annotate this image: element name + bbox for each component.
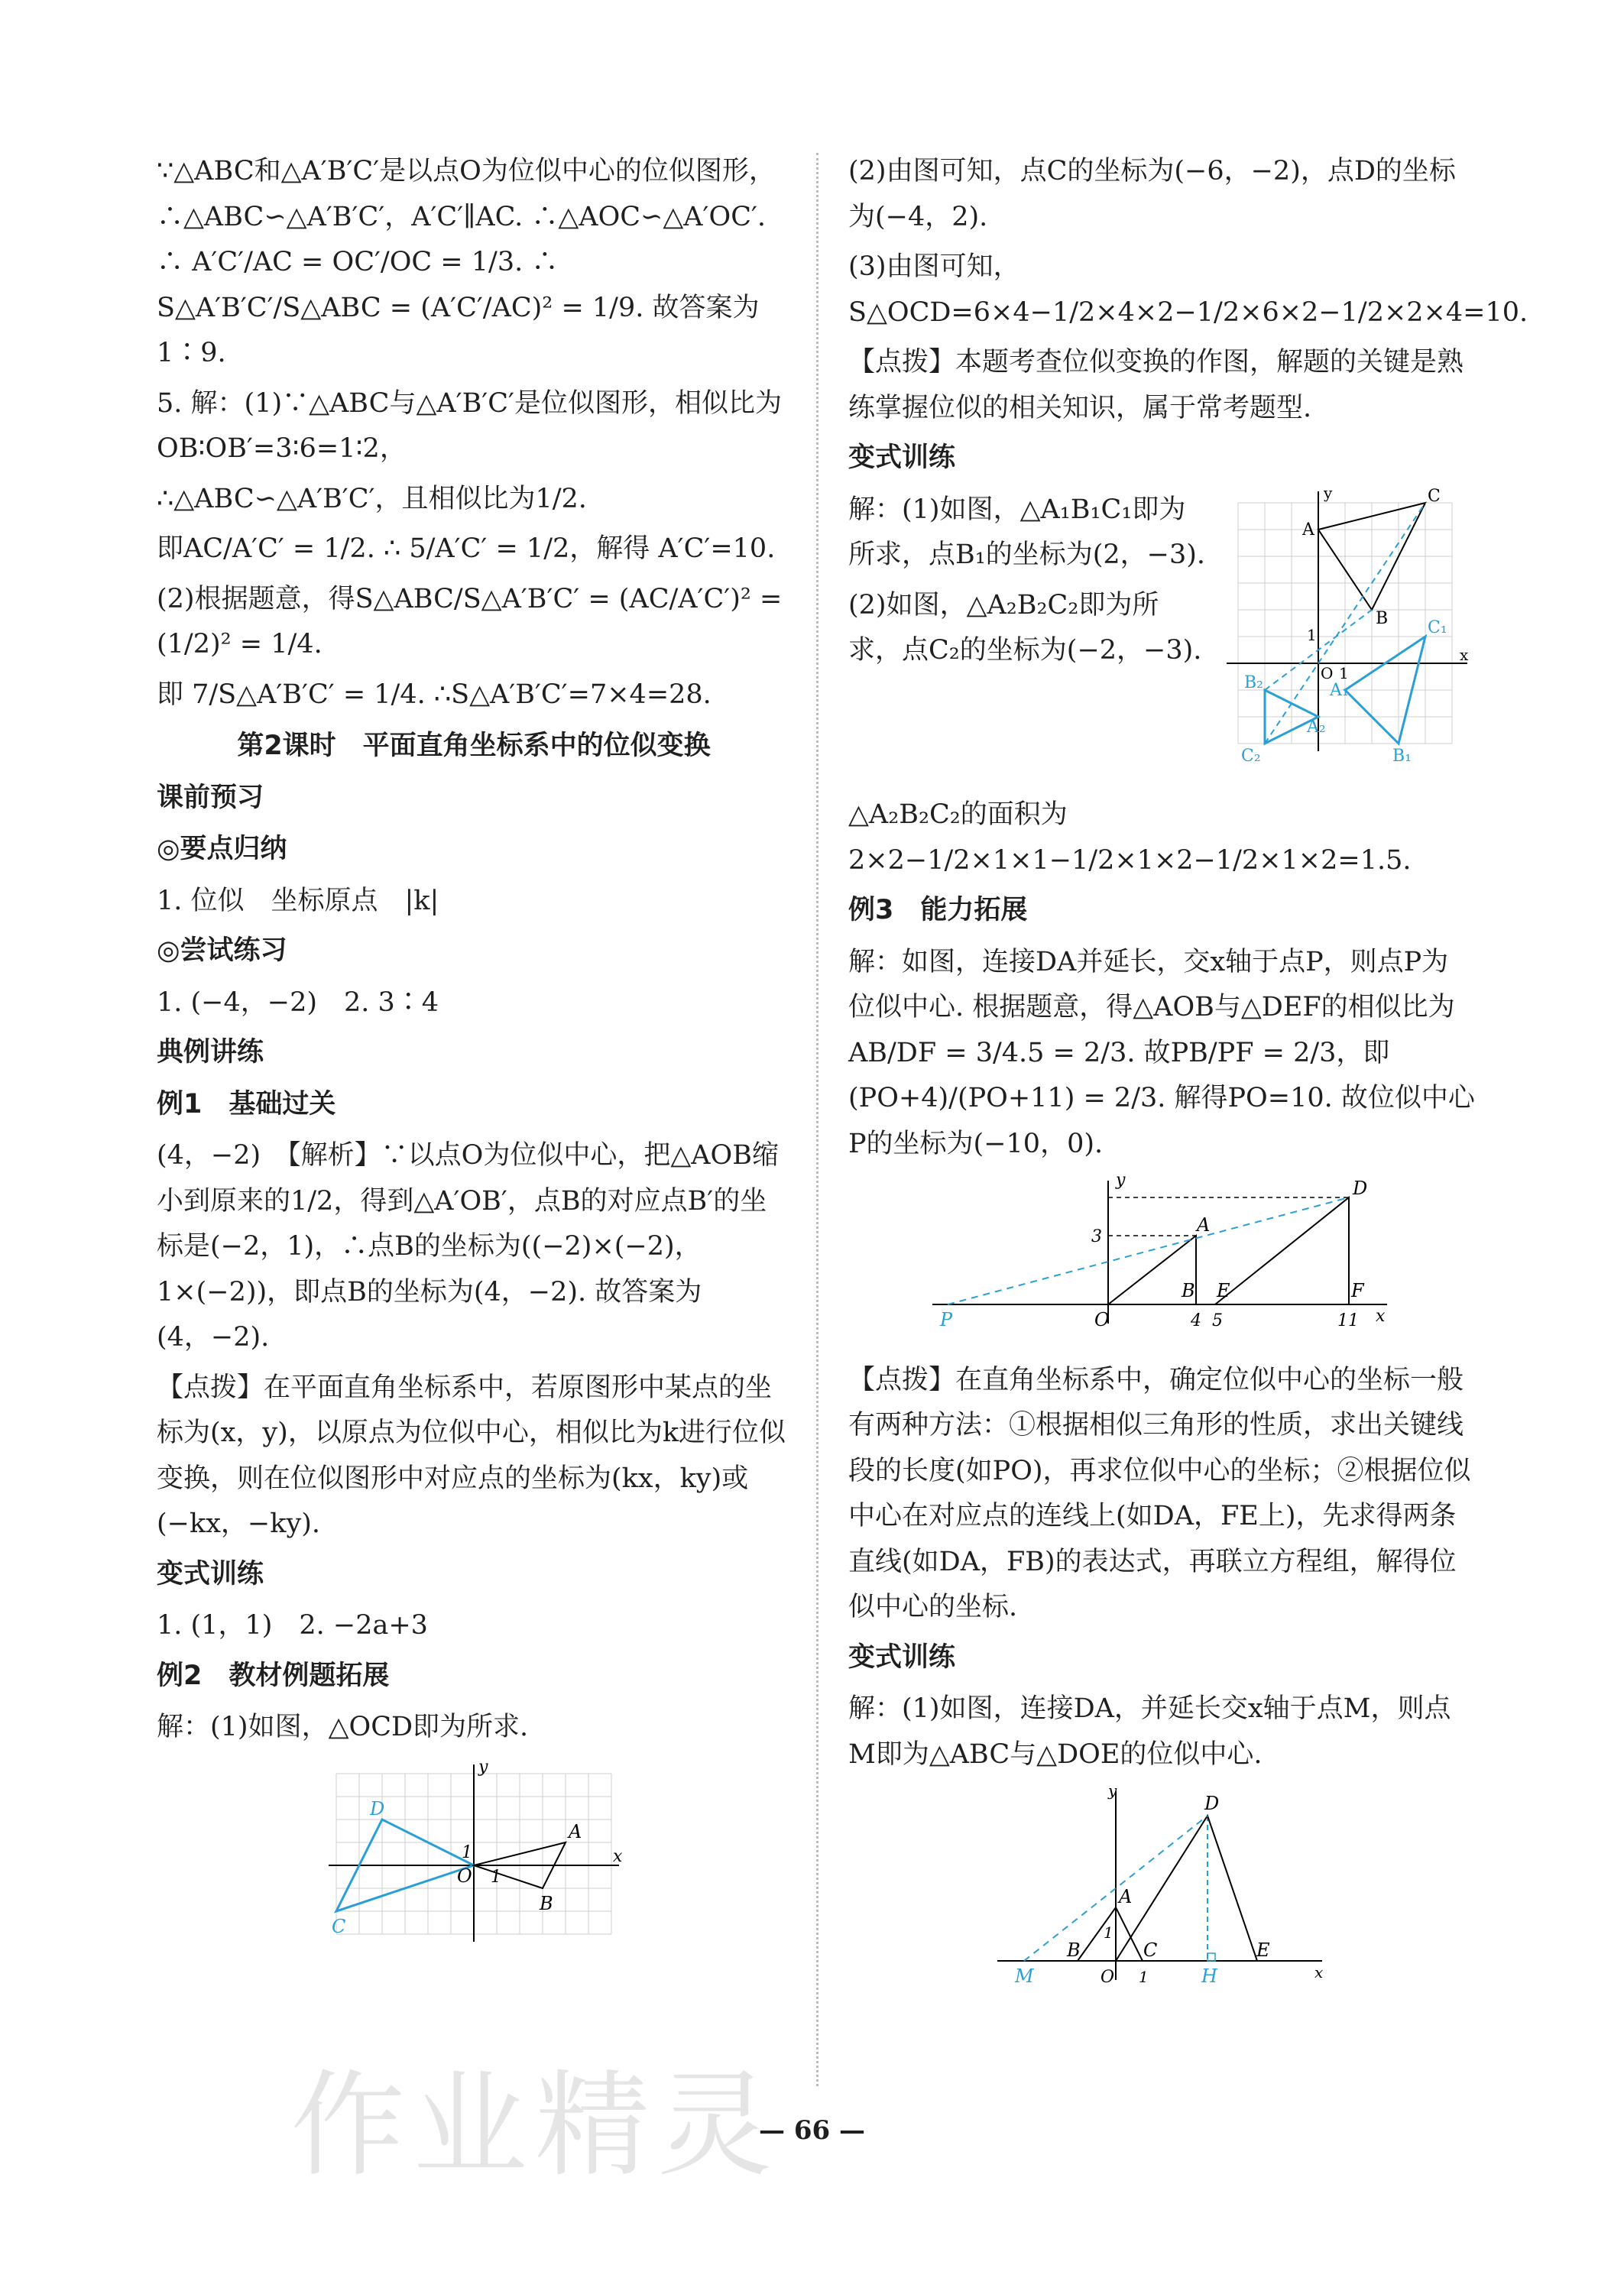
fig-m-d: D — [1204, 1793, 1220, 1814]
fig-m-one-y: 1 — [1104, 1923, 1113, 1942]
fig-m-x: x — [1314, 1963, 1324, 1982]
fig-m-o: O — [1100, 1968, 1115, 1987]
fig-ocd-y: y — [478, 1758, 488, 1777]
fig-ocd-o: O — [457, 1865, 472, 1887]
variant-2-part2: (2)如图，△A₂B₂C₂即为所求，点C₂的坐标为(−2，−3). — [848, 589, 1202, 666]
key-point-1: 1. 位似 坐标原点 |k| — [157, 885, 439, 916]
fig-p-y: y — [1116, 1175, 1126, 1190]
fig-grid-b: B — [1376, 608, 1389, 628]
figure-p — [925, 1175, 1399, 1350]
example-3-title: 例3 能力拓展 — [848, 895, 1028, 925]
try-answers: 1. (−4，−2) 2. 3∶4 — [157, 987, 439, 1018]
fig-grid-b2: B₂ — [1244, 672, 1263, 692]
fig-ocd-a: A — [569, 1820, 582, 1842]
fig-p-o: O — [1094, 1309, 1110, 1330]
fig-grid-c1: C₁ — [1428, 617, 1447, 637]
fig-p-3: 3 — [1091, 1227, 1102, 1246]
variant-1-answers: 1. (1，1) 2. −2a+3 — [157, 1610, 428, 1641]
variant-2-part1: 解：(1)如图，△A₁B₁C₁即为所求，点B₁的坐标为(2，−3). — [848, 494, 1206, 570]
fig-m-a: A — [1119, 1886, 1133, 1907]
fig-grid-o: O — [1321, 663, 1334, 682]
fig-grid-a1: A₁ — [1330, 680, 1349, 700]
figure-grid — [1223, 488, 1475, 793]
column-divider — [816, 153, 818, 2086]
fig-grid-y: y — [1324, 487, 1333, 502]
example-1-tip: 【点拨】在平面直角坐标系中，若原图形中某点的坐标为(x，y)，以原点为位似中心，相似比为k进行位似变换，则在位似图形中对应点的坐标为(kx，ky)或(−kx，−ky). — [157, 1372, 786, 1539]
ex2-part2: (2)由图可知，点C的坐标为(−6，−2)，点D的坐标为(−4，2). — [848, 156, 1456, 232]
fig-grid-x: x — [1460, 645, 1469, 664]
fig-m-one-x: 1 — [1139, 1968, 1149, 1986]
fig-grid-c: C — [1428, 487, 1441, 506]
fig-p-x: x — [1376, 1307, 1386, 1326]
fig-grid-b1: B₁ — [1392, 746, 1412, 766]
figure-m — [994, 1785, 1330, 2007]
variant-2-area: △A₂B₂C₂的面积为2×2−1/2×1×1−1/2×1×2−1/2×1×2=1.5. — [848, 799, 1412, 876]
fig-p-e: E — [1217, 1280, 1230, 1301]
fig-grid-one-x: 1 — [1339, 663, 1349, 682]
fig-ocd-x: x — [613, 1846, 623, 1866]
variant-2-block — [848, 488, 1475, 793]
fig-grid-a2: A₂ — [1307, 717, 1326, 737]
example-1-title: 例1 基础过关 — [157, 1088, 336, 1120]
figure-p-svg — [925, 1175, 1399, 1335]
figure-ocd-svg — [321, 1758, 627, 1957]
figure-m-svg — [994, 1785, 1330, 1991]
lesson-title: 第2课时 平面直角坐标系中的位似变换 — [237, 731, 711, 761]
fig-ocd-d: D — [370, 1797, 385, 1819]
page-number: — 66 — — [759, 2115, 865, 2146]
example-3-body: 解：如图，连接DA并延长，交x轴于点P，则点P为位似中心. 根据题意，得△AOB与△DEF的相似比为AB/DF = 3/4.5 = 2/3. 故PB/PF = 2/3，即(PO+4)/(PO+11) = 2/3. 解得PO=10. 故位似中心P的坐标为(−10，0). — [848, 946, 1475, 1159]
variant-1-title: 变式训练 — [157, 1558, 264, 1589]
fig-m-y: y — [1108, 1785, 1117, 1800]
example-2-body: 解：(1)如图，△OCD即为所求. — [157, 1712, 529, 1742]
section-key-points: ◎要点归纳 — [157, 834, 287, 864]
ex2-part3: (3)由图可知，S△OCD=6×4−1/2×4×2−1/2×6×2−1/2×2×4=10. — [848, 251, 1528, 328]
solution-4-continued: ∵△ABC和△A′B′C′是以点O为位似中心的位似图形，∴△ABC∽△A′B′C′，A′C′∥AC. ∴△AOC∽△A′OC′. ∴ A′C′/AC = OC′/OC = 1/3. ∴ S△A′B′C′/S△ABC = (A′C′/AC)² = 1/9. 故答案为1∶9. — [157, 156, 776, 368]
fig-m-c: C — [1143, 1939, 1158, 1961]
left-column — [157, 149, 791, 1979]
q5-part4: (2)根据题意，得S△ABC/S△A′B′C′ = (AC/A′C′)² = (1/2)² = 1/4. — [157, 583, 783, 659]
variant-3-body: 解：(1)如图，连接DA，并延长交x轴于点M，则点M即为△ABC与△DOE的位似中心. — [848, 1693, 1451, 1770]
fig-m-m: M — [1015, 1965, 1034, 1987]
fig-p-p: P — [940, 1309, 953, 1330]
fig-grid-one-y: 1 — [1307, 625, 1317, 644]
section-preview: 课前预习 — [157, 782, 264, 813]
section-lecture: 典例讲练 — [157, 1037, 264, 1068]
figure-ocd — [321, 1758, 627, 1972]
fig-p-5: 5 — [1212, 1311, 1223, 1330]
ex2-tip: 【点拨】本题考查位似变换的作图，解题的关键是熟练掌握位似的相关知识，属于常考题型. — [848, 347, 1464, 423]
watermark: 作业精灵 — [290, 2059, 780, 2192]
fig-ocd-b: B — [540, 1892, 553, 1914]
fig-ocd-one-y: 1 — [462, 1842, 472, 1862]
fig-p-f: F — [1351, 1280, 1364, 1301]
fig-p-b: B — [1182, 1280, 1195, 1301]
fig-ocd-c: C — [332, 1915, 346, 1937]
right-column — [848, 149, 1528, 2014]
example-3-tip: 【点拨】在直角坐标系中，确定位似中心的坐标一般有两种方法：①根据相似三角形的性质，求出关键线段的长度(如PO)，再求位似中心的坐标；②根据位似中心在对应点的连线上(如DA，FE上)，先求得两条直线(如DA，FB)的表达式，再联立方程组，解得位似中心的坐标. — [848, 1364, 1471, 1622]
variant-3-title: 变式训练 — [848, 1641, 956, 1673]
fig-p-4: 4 — [1191, 1311, 1201, 1330]
q5-part5: 即 7/S△A′B′C′ = 1/4. ∴S△A′B′C′=7×4=28. — [157, 679, 712, 710]
fig-p-d: D — [1353, 1178, 1368, 1199]
figure-grid-svg — [1223, 488, 1475, 778]
fig-m-h: H — [1201, 1965, 1217, 1987]
q5-part1: 5. 解：(1)∵△ABC与△A′B′C′是位似图形，相似比为OB∶OB′=3∶6=1∶2， — [157, 387, 782, 464]
section-try: ◎尝试练习 — [157, 935, 287, 966]
variant-2-title: 变式训练 — [848, 442, 956, 473]
example-1-body: (4，−2) 【解析】∵以点O为位似中心，把△AOB缩小到原来的1/2，得到△A′OB′，点B的对应点B′的坐标是(−2，1)，∴点B的坐标为((−2)×(−2)，1×(−2))，即点B的坐标为(4，−2). 故答案为(4，−2). — [157, 1140, 779, 1353]
fig-m-b: B — [1067, 1939, 1081, 1961]
fig-grid-a: A — [1302, 520, 1314, 540]
example-2-title: 例2 教材例题拓展 — [157, 1660, 390, 1691]
fig-m-e: E — [1256, 1939, 1270, 1961]
q5-part2: ∴△ABC∽△A′B′C′，且相似比为1/2. — [157, 483, 587, 514]
q5-part3: 即AC/A′C′ = 1/2. ∴ 5/A′C′ = 1/2，解得 A′C′=10. — [157, 533, 776, 564]
fig-p-a: A — [1197, 1214, 1211, 1236]
fig-ocd-one-x: 1 — [491, 1867, 501, 1887]
fig-p-11: 11 — [1337, 1311, 1359, 1330]
fig-grid-c2: C₂ — [1241, 746, 1261, 766]
